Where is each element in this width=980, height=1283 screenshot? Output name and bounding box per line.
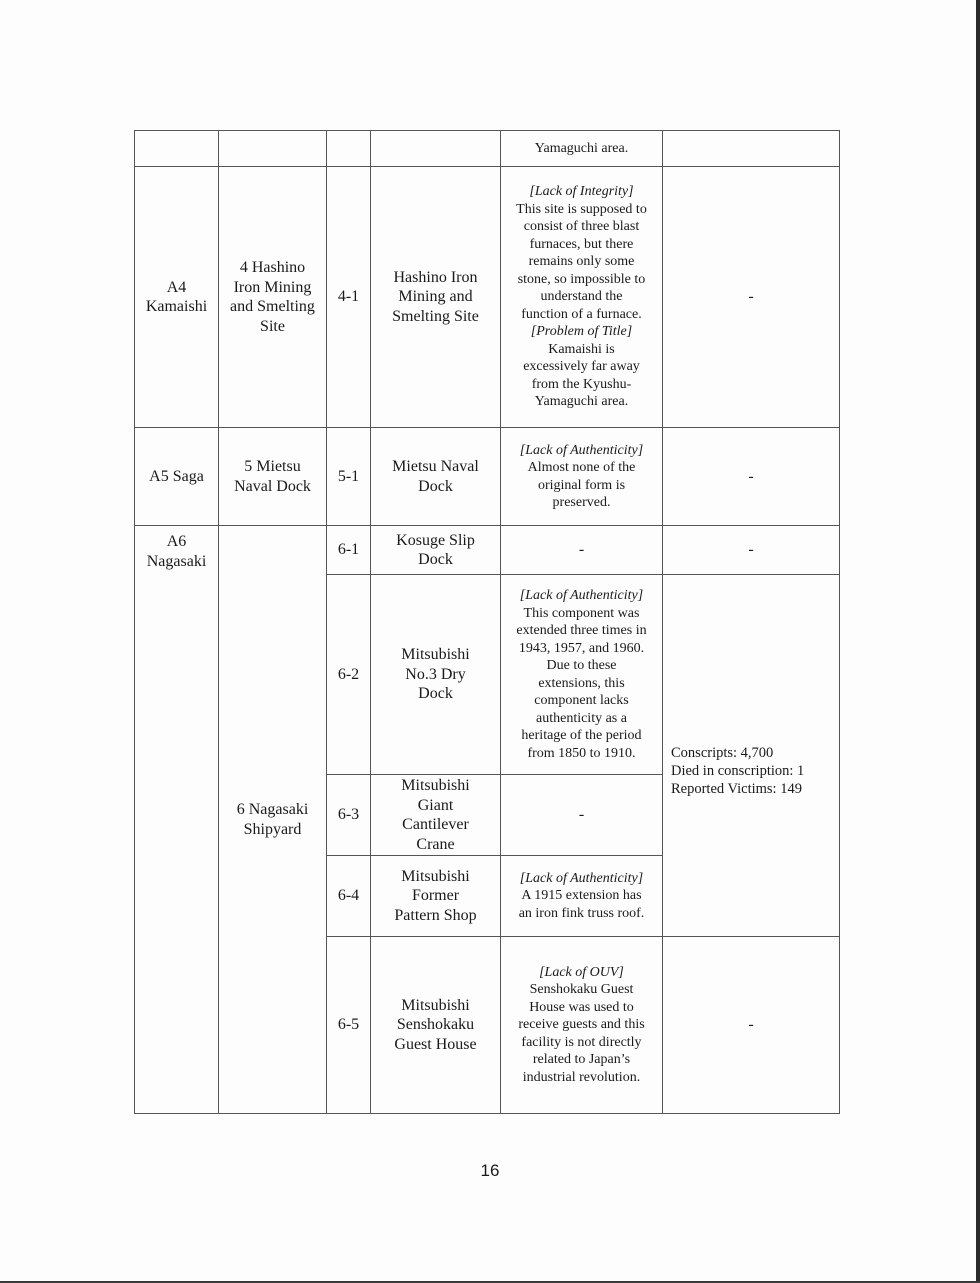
- cell-site-a4: 4 Hashino Iron Mining and Smelting Site: [218, 166, 326, 427]
- cell-number-6-3: 6-3: [326, 774, 370, 855]
- cell-continuation-component: [370, 130, 500, 166]
- issue-heading: [Lack of Authenticity]: [519, 442, 644, 458]
- cell-number-4-1: 4-1: [326, 166, 370, 427]
- cell-component-5-1: Mietsu Naval Dock: [370, 427, 500, 525]
- issue-heading: [Lack of OUV]: [539, 964, 624, 980]
- cell-continuation-number: [326, 130, 370, 166]
- cell-continuation-city: [134, 130, 218, 166]
- cell-city-a6: A6 Nagasaki: [134, 525, 218, 1114]
- cell-issue-6-2: [Lack of Authenticity] This component was extended three times in 1943, 1957, and 1960. Due to these extensions, this component lacks authenticity as a heritage of the period from 1850 to 1910.: [500, 574, 662, 774]
- cell-site-a5: 5 Mietsu Naval Dock: [218, 427, 326, 525]
- cell-city-a5: A5 Saga: [134, 427, 218, 525]
- cell-issue-4-1: [Lack of Integrity] This site is supposed to consist of three blast furnaces, but there remains only some stone, so impossible to understand the function of a furnace. [Problem of Title] Kamaishi is excessively far away from the Kyushu- Yamaguchi area.: [500, 166, 662, 427]
- cell-victims-6-1: -: [662, 525, 840, 574]
- cell-continuation-site: [218, 130, 326, 166]
- cell-number-6-4: 6-4: [326, 855, 370, 936]
- cell-number-6-1: 6-1: [326, 525, 370, 574]
- cell-continuation-issue: [500, 130, 662, 166]
- cell-victims-4-1: -: [662, 166, 840, 427]
- scan-edge: [976, 0, 980, 1283]
- cell-component-6-4: Mitsubishi Former Pattern Shop: [370, 855, 500, 936]
- cell-component-6-5: Mitsubishi Senshokaku Guest House: [370, 936, 500, 1114]
- cell-issue-6-4: [Lack of Authenticity] A 1915 extension has an iron fink truss roof.: [500, 855, 662, 936]
- page-number: 16: [480, 1161, 500, 1180]
- cell-component-6-2: Mitsubishi No.3 Dry Dock: [370, 574, 500, 774]
- cell-victims-6-5: -: [662, 936, 840, 1114]
- issue-heading: [Lack of Integrity]: [529, 184, 634, 200]
- cell-site-a6: 6 Nagasaki Shipyard: [218, 525, 326, 1114]
- cell-city-a4: A4 Kamaishi: [134, 166, 218, 427]
- issue-text: Yamaguchi area.: [534, 140, 629, 156]
- cell-number-5-1: 5-1: [326, 427, 370, 525]
- cell-issue-6-3: -: [500, 774, 662, 855]
- cell-component-4-1: Hashino Iron Mining and Smelting Site: [370, 166, 500, 427]
- cell-number-6-2: 6-2: [326, 574, 370, 774]
- cell-component-6-3: Mitsubishi Giant Cantilever Crane: [370, 774, 500, 855]
- issue-heading: [Problem of Title]: [530, 324, 633, 340]
- cell-victims-5-1: -: [662, 427, 840, 525]
- cell-component-6-1: Kosuge Slip Dock: [370, 525, 500, 574]
- cell-issue-6-1: -: [500, 525, 662, 574]
- cell-issue-6-5: [Lack of OUV] Senshokaku Guest House was used to receive guests and this facility is not directly related to Japan’s industrial revolution.: [500, 936, 662, 1114]
- cell-continuation-victims: [662, 130, 840, 166]
- cell-issue-5-1: [Lack of Authenticity] Almost none of the original form is preserved.: [500, 427, 662, 525]
- issue-heading: [Lack of Authenticity]: [519, 870, 644, 886]
- cell-victims-nagasaki-shipyard: Conscripts: 4,700 Died in conscription: 1 Reported Victims: 149: [662, 574, 840, 936]
- issue-heading: [Lack of Authenticity]: [519, 588, 644, 603]
- cell-number-6-5: 6-5: [326, 936, 370, 1114]
